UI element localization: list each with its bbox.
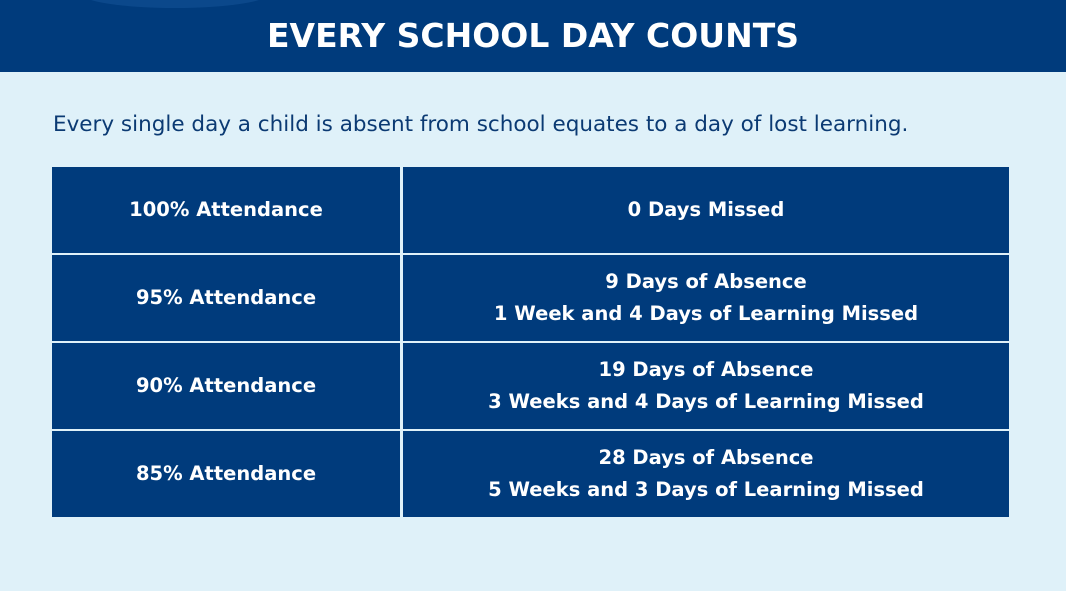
attendance-table bbox=[52, 167, 1009, 517]
title-banner bbox=[0, 0, 1066, 72]
missed-line-1: 19 Days of Absence bbox=[598, 358, 814, 381]
table-row bbox=[52, 255, 1009, 341]
missed-cell bbox=[403, 167, 1009, 253]
missed-cell bbox=[403, 255, 1009, 341]
missed-line-1: 28 Days of Absence bbox=[598, 446, 814, 469]
decorative-swoosh bbox=[80, 0, 270, 8]
missed-line-1: 0 Days Missed bbox=[627, 198, 785, 221]
attendance-label: 100% Attendance bbox=[129, 198, 323, 221]
page-title: EVERY SCHOOL DAY COUNTS bbox=[267, 15, 799, 55]
attendance-cell bbox=[52, 255, 400, 341]
table-row bbox=[52, 343, 1009, 429]
attendance-label: 85% Attendance bbox=[135, 462, 317, 485]
attendance-label: 95% Attendance bbox=[135, 286, 317, 309]
attendance-cell bbox=[52, 343, 400, 429]
missed-cell bbox=[403, 431, 1009, 517]
intro-text: Every single day a child is absent from school equates to a day of lost learning. bbox=[53, 112, 909, 137]
table-row bbox=[52, 167, 1009, 253]
attendance-label: 90% Attendance bbox=[135, 374, 317, 397]
missed-line-2: 5 Weeks and 3 Days of Learning Missed bbox=[488, 478, 924, 501]
missed-line-2: 3 Weeks and 4 Days of Learning Missed bbox=[488, 390, 924, 413]
attendance-cell bbox=[52, 431, 400, 517]
table-row bbox=[52, 431, 1009, 517]
missed-cell bbox=[403, 343, 1009, 429]
missed-line-1: 9 Days of Absence bbox=[605, 270, 807, 293]
missed-line-2: 1 Week and 4 Days of Learning Missed bbox=[493, 302, 919, 325]
attendance-cell bbox=[52, 167, 400, 253]
